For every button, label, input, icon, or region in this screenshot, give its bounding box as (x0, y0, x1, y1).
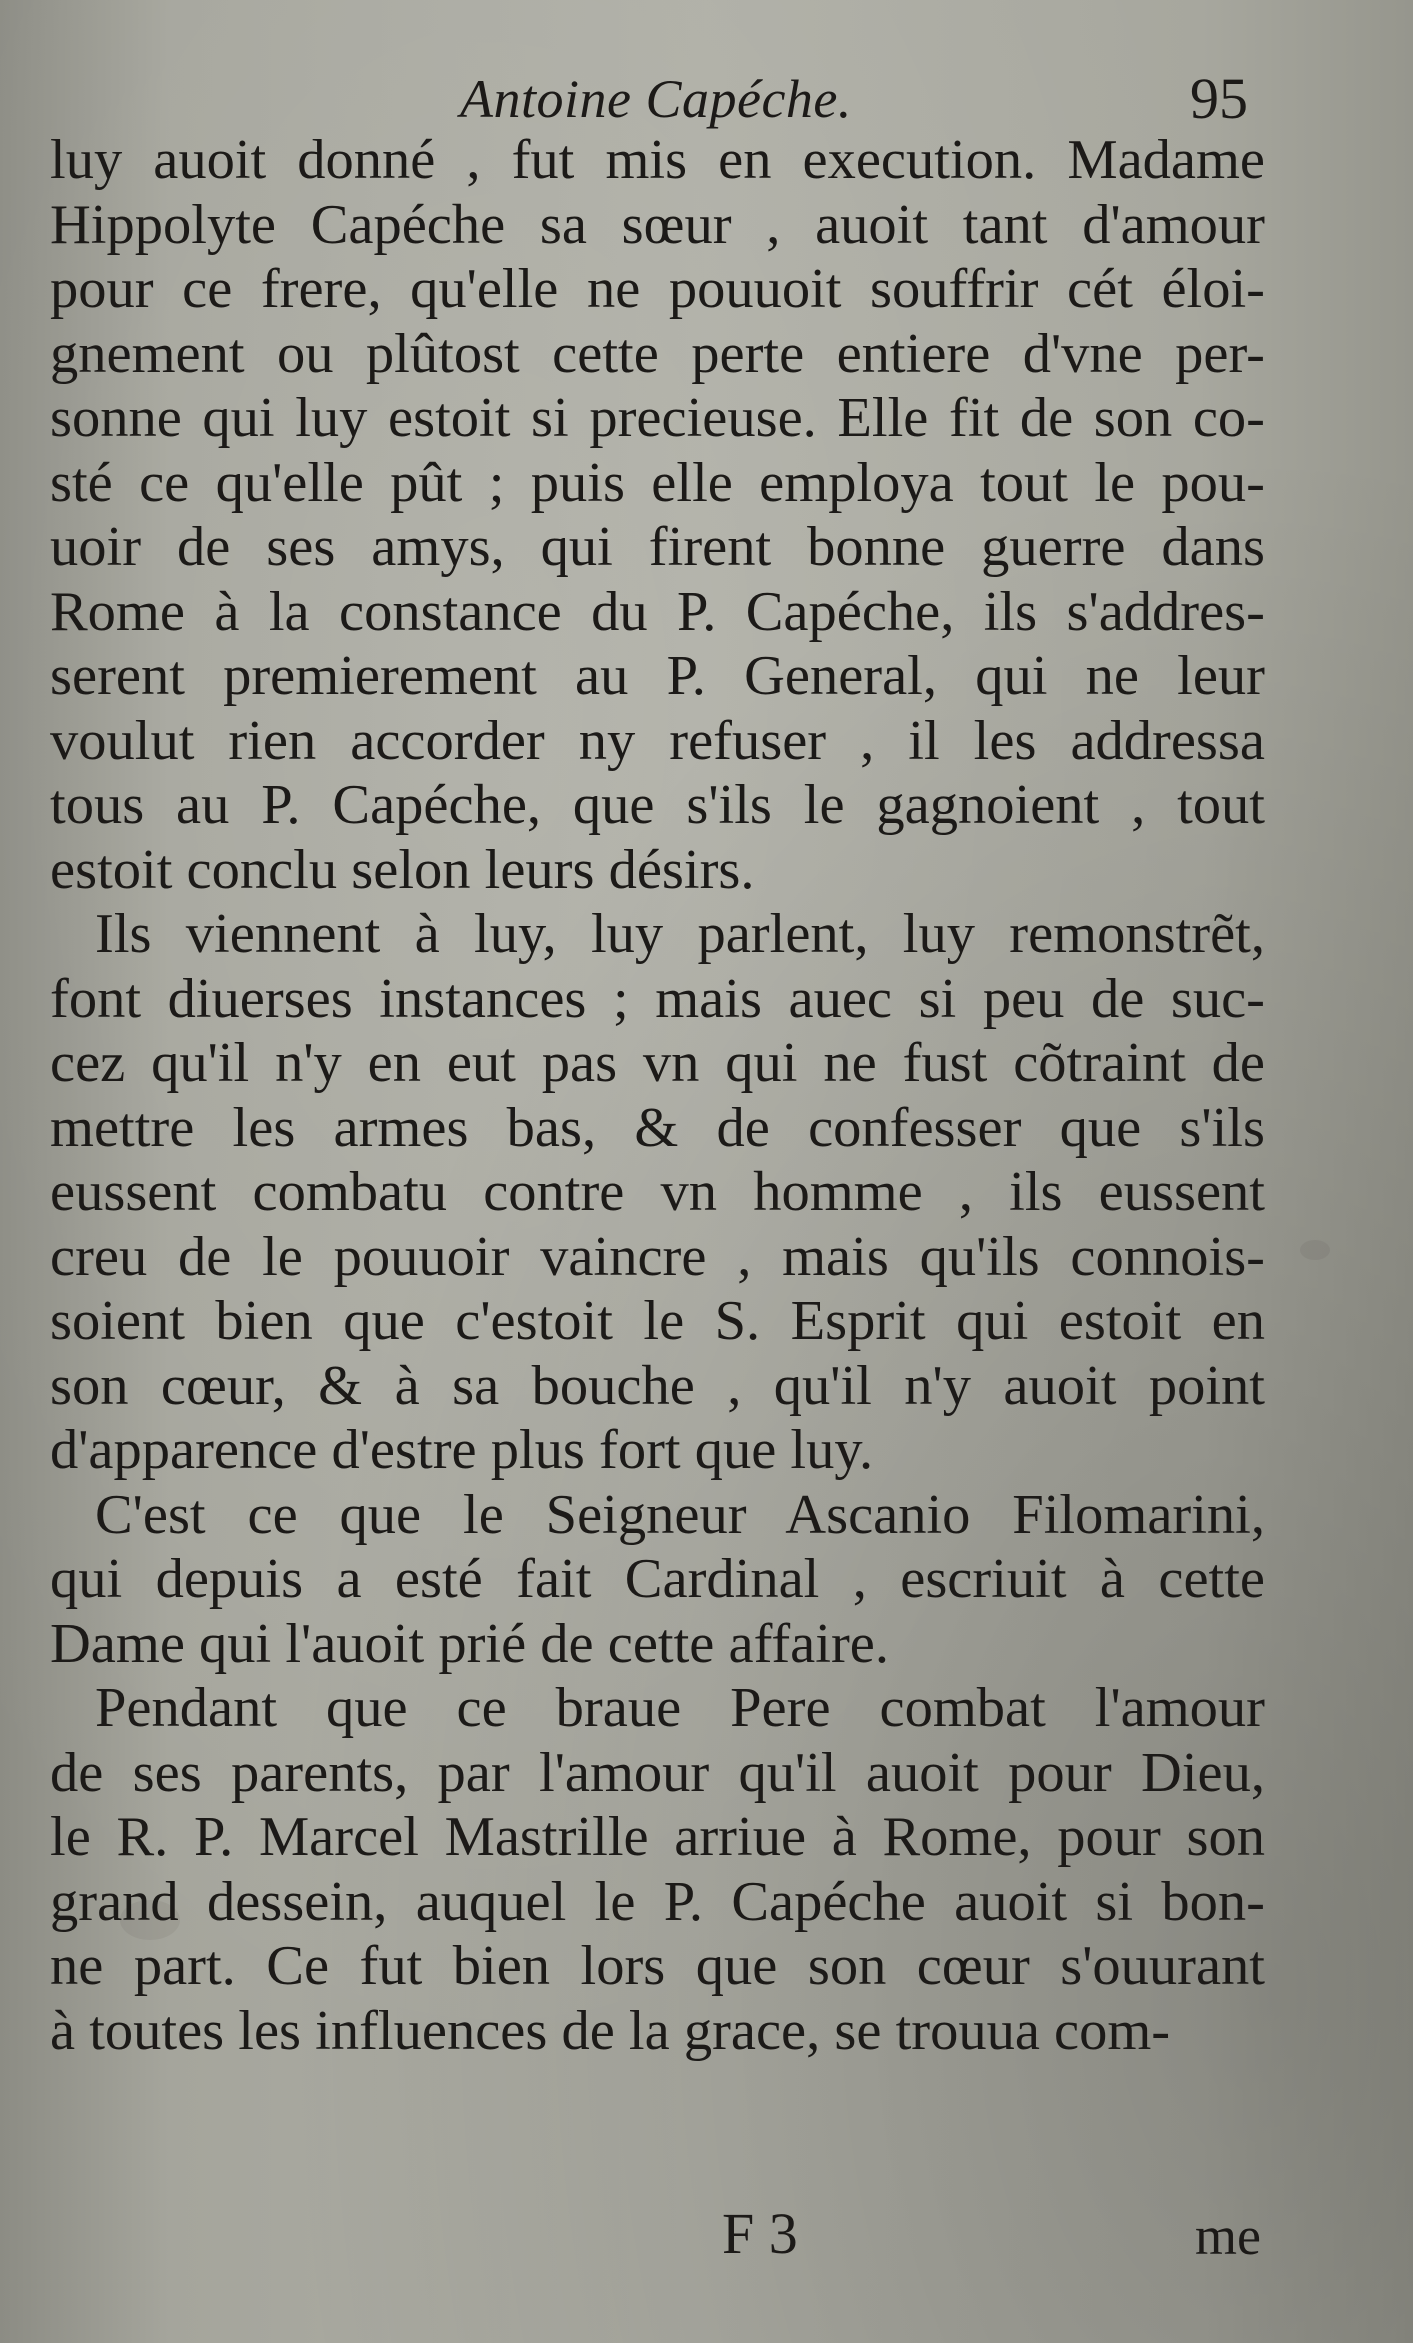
text-line: gnement ou plûtost cette perte entiere d'vne per- (50, 322, 1265, 385)
paragraph (50, 902, 1265, 1483)
text-line: tous au P. Capéche, que s'ils le gagnoient , tout (50, 774, 1265, 836)
paragraph (50, 1676, 1265, 2063)
catchword: me (1195, 2206, 1261, 2266)
page-number: 95 (1190, 66, 1248, 131)
page-footer (0, 2201, 1413, 2295)
paper-stain (1300, 1240, 1330, 1260)
text-line: le R. P. Marcel Mastrille arriue à Rome, pour son (50, 1806, 1265, 1868)
text-line: luy auoit donné , fut mis en execution. Madame (50, 129, 1265, 191)
text-line: uoir de ses amys, qui firent bonne guerre dans (50, 516, 1265, 578)
text-line: Rome à la constance du P. Capéche, ils s'addres- (50, 580, 1265, 643)
text-line: voulut rien accorder ny refuser , il les addressa (50, 709, 1265, 772)
text-line: eussent combatu contre vn homme , ils eussent (50, 1161, 1265, 1223)
text-line: d'apparence d'estre plus fort que luy. (50, 1419, 874, 1481)
text-line: cez qu'il n'y en eut pas vn qui ne fust cõtraint de (50, 1032, 1265, 1094)
text-line: de ses parents, par l'amour qu'il auoit pour Dieu, (50, 1741, 1265, 1804)
text-line: Pendant que ce braue Pere combat l'amour (95, 1677, 1265, 1739)
text-line: grand dessein, auquel le P. Capéche auoit si bon- (50, 1870, 1265, 1933)
text-line: C'est ce que le Seigneur Ascanio Filomarini, (95, 1483, 1265, 1546)
paragraphs-container (50, 128, 1265, 2063)
text-line: estoit conclu selon leurs désirs. (50, 838, 755, 901)
signature-mark: F 3 (722, 2201, 798, 2266)
text-line: font diuerses instances ; mais auec si peu de suc- (50, 967, 1265, 1030)
text-line: Dame qui l'auoit prié de cette affaire. (50, 1612, 889, 1675)
text-line: serent premierement au P. General, qui ne leur (50, 645, 1265, 707)
text-line: pour ce frere, qu'elle ne pouuoit souffrir cét éloi- (50, 258, 1265, 320)
text-line: Hippolyte Capéche sa sœur , auoit tant d'amour (50, 193, 1265, 256)
text-line: sonne qui luy estoit si precieuse. Elle fit de son co- (50, 387, 1265, 449)
paragraph (50, 128, 1265, 902)
paragraph (50, 1483, 1265, 1677)
text-line: ne part. Ce fut bien lors que son cœur s'ouurant (50, 1935, 1265, 1997)
text-line: mettre les armes bas, & de confesser que s'ils (50, 1096, 1265, 1159)
text-line: sté ce qu'elle pût ; puis elle employa tout le pou- (50, 451, 1265, 514)
body-text (50, 128, 1265, 2063)
text-line: à toutes les influences de la grace, se trouua com- (50, 1999, 1171, 2062)
text-line: son cœur, & à sa bouche , qu'il n'y auoit point (50, 1354, 1265, 1417)
text-line: Ils viennent à luy, luy parlent, luy remonstrẽt, (95, 903, 1265, 965)
text-line: soient bien que c'estoit le S. Esprit qui estoit en (50, 1290, 1265, 1352)
running-head: Antoine Capéche. (460, 69, 852, 129)
text-line: qui depuis a esté fait Cardinal , escriuit à cette (50, 1548, 1265, 1610)
text-line: creu de le pouuoir vaincre , mais qu'ils connois- (50, 1225, 1265, 1288)
